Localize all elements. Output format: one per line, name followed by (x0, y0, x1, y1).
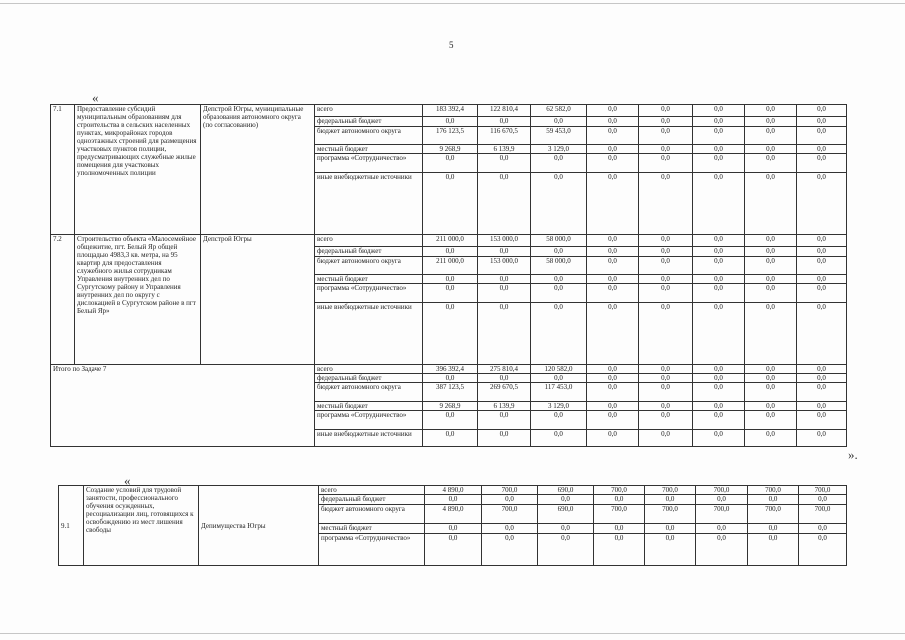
amount-cell: 0,0 (797, 275, 847, 284)
amount-cell: 9 268,9 (423, 402, 478, 411)
funding-source-label: федеральный бюджет (315, 247, 423, 257)
amount-cell: 0,0 (745, 117, 797, 127)
amount-cell: 0,0 (693, 383, 745, 402)
amount-cell: 0,0 (639, 365, 693, 374)
funding-source-label: федеральный бюджет (315, 374, 423, 383)
amount-cell: 700,0 (594, 486, 645, 495)
amount-cell: 0,0 (478, 374, 531, 383)
funding-source-label: бюджет автономного округа (315, 383, 423, 402)
amount-cell: 0,0 (693, 411, 745, 430)
amount-cell: 0,0 (639, 374, 693, 383)
amount-cell: 211 000,0 (423, 257, 478, 275)
amount-cell: 176 123,5 (423, 127, 478, 145)
amount-cell: 0,0 (745, 127, 797, 145)
amount-cell: 0,0 (478, 154, 531, 173)
amount-cell: 0,0 (587, 275, 639, 284)
amount-cell: 0,0 (797, 127, 847, 145)
amount-cell: 0,0 (639, 257, 693, 275)
amount-cell: 0,0 (587, 247, 639, 257)
amount-cell: 0,0 (797, 411, 847, 430)
amount-cell: 0,0 (696, 495, 748, 505)
amount-cell: 0,0 (594, 524, 645, 534)
amount-cell: 0,0 (587, 303, 639, 365)
amount-cell: 700,0 (748, 505, 799, 524)
amount-cell: 0,0 (645, 524, 696, 534)
amount-cell: 0,0 (478, 411, 531, 430)
item-number: 7.2 (51, 235, 75, 365)
amount-cell: 0,0 (423, 411, 478, 430)
funding-table-task-7-body (51, 105, 847, 447)
amount-cell: 0,0 (745, 247, 797, 257)
funding-source-label: федеральный бюджет (315, 117, 423, 127)
amount-cell: 0,0 (587, 430, 639, 447)
amount-cell: 0,0 (639, 402, 693, 411)
amount-cell: 0,0 (693, 127, 745, 145)
amount-cell: 0,0 (693, 303, 745, 365)
amount-cell: 3 129,0 (531, 145, 587, 154)
amount-cell: 0,0 (745, 105, 797, 117)
amount-cell: 0,0 (797, 145, 847, 154)
amount-cell: 0,0 (745, 275, 797, 284)
amount-cell: 0,0 (639, 145, 693, 154)
table-row (59, 486, 847, 495)
amount-cell: 0,0 (478, 173, 531, 235)
amount-cell: 0,0 (745, 173, 797, 235)
amount-cell: 0,0 (587, 402, 639, 411)
amount-cell: 0,0 (797, 374, 847, 383)
opening-quote-2: « (124, 473, 131, 488)
amount-cell: 6 139,9 (478, 402, 531, 411)
amount-cell: 3 129,0 (531, 402, 587, 411)
amount-cell: 0,0 (797, 257, 847, 275)
amount-cell: 0,0 (423, 117, 478, 127)
amount-cell: 0,0 (531, 247, 587, 257)
amount-cell: 0,0 (799, 534, 847, 566)
amount-cell: 0,0 (639, 275, 693, 284)
amount-cell: 0,0 (693, 365, 745, 374)
amount-cell: 700,0 (645, 505, 696, 524)
amount-cell: 0,0 (587, 257, 639, 275)
amount-cell: 62 582,0 (531, 105, 587, 117)
amount-cell: 0,0 (693, 247, 745, 257)
amount-cell: 0,0 (693, 257, 745, 275)
amount-cell: 396 392,4 (423, 365, 478, 374)
amount-cell: 0,0 (587, 374, 639, 383)
amount-cell: 0,0 (587, 117, 639, 127)
amount-cell: 0,0 (425, 534, 482, 566)
amount-cell: 690,0 (538, 486, 594, 495)
amount-cell: 0,0 (745, 303, 797, 365)
amount-cell: 0,0 (693, 374, 745, 383)
amount-cell: 0,0 (423, 154, 478, 173)
amount-cell: 0,0 (797, 303, 847, 365)
amount-cell: 0,0 (748, 495, 799, 505)
table-row (51, 235, 847, 247)
amount-cell: 0,0 (645, 495, 696, 505)
amount-cell: 700,0 (645, 486, 696, 495)
amount-cell: 0,0 (696, 534, 748, 566)
amount-cell: 700,0 (594, 505, 645, 524)
amount-cell: 700,0 (799, 486, 847, 495)
amount-cell: 387 123,5 (423, 383, 478, 402)
amount-cell: 0,0 (799, 524, 847, 534)
funding-source-label: иные внебюджетные источники (315, 303, 423, 365)
amount-cell: 0,0 (531, 303, 587, 365)
amount-cell: 0,0 (425, 495, 482, 505)
amount-cell: 0,0 (478, 275, 531, 284)
amount-cell: 0,0 (482, 524, 538, 534)
amount-cell: 122 810,4 (478, 105, 531, 117)
opening-quote-1: « (92, 90, 99, 105)
amount-cell: 0,0 (745, 284, 797, 303)
amount-cell: 4 890,0 (425, 486, 482, 495)
amount-cell: 0,0 (639, 284, 693, 303)
amount-cell: 0,0 (693, 402, 745, 411)
amount-cell: 0,0 (478, 247, 531, 257)
funding-source-label: всего (315, 105, 423, 117)
amount-cell: 690,0 (538, 505, 594, 524)
amount-cell: 0,0 (587, 127, 639, 145)
amount-cell: 0,0 (748, 534, 799, 566)
amount-cell: 117 453,0 (531, 383, 587, 402)
amount-cell: 0,0 (423, 374, 478, 383)
amount-cell: 0,0 (797, 402, 847, 411)
amount-cell: 0,0 (745, 235, 797, 247)
amount-cell: 4 890,0 (425, 505, 482, 524)
amount-cell: 120 582,0 (531, 365, 587, 374)
amount-cell: 0,0 (531, 374, 587, 383)
table-row (51, 365, 847, 374)
amount-cell: 0,0 (693, 117, 745, 127)
amount-cell: 211 000,0 (423, 235, 478, 247)
amount-cell: 58 000,0 (531, 235, 587, 247)
amount-cell: 0,0 (639, 127, 693, 145)
amount-cell: 0,0 (693, 275, 745, 284)
funding-source-label: иные внебюджетные источники (315, 430, 423, 447)
funding-source-label: программа «Сотрудничество» (319, 534, 425, 566)
amount-cell: 0,0 (482, 495, 538, 505)
amount-cell: 0,0 (423, 173, 478, 235)
funding-source-label: всего (315, 235, 423, 247)
amount-cell: 0,0 (693, 235, 745, 247)
amount-cell: 0,0 (693, 154, 745, 173)
amount-cell: 0,0 (538, 495, 594, 505)
funding-table-task-7 (50, 104, 847, 447)
amount-cell: 0,0 (587, 284, 639, 303)
amount-cell: 0,0 (696, 524, 748, 534)
amount-cell: 700,0 (748, 486, 799, 495)
amount-cell: 0,0 (639, 154, 693, 173)
amount-cell: 700,0 (482, 505, 538, 524)
funding-source-label: местный бюджет (315, 275, 423, 284)
amount-cell: 0,0 (531, 173, 587, 235)
amount-cell: 0,0 (538, 534, 594, 566)
amount-cell: 0,0 (587, 411, 639, 430)
amount-cell: 0,0 (478, 117, 531, 127)
amount-cell: 0,0 (587, 235, 639, 247)
funding-source-label: местный бюджет (315, 402, 423, 411)
amount-cell: 0,0 (587, 145, 639, 154)
item-number: 7.1 (51, 105, 75, 235)
amount-cell: 0,0 (693, 173, 745, 235)
amount-cell: 0,0 (639, 105, 693, 117)
amount-cell: 0,0 (693, 105, 745, 117)
amount-cell: 0,0 (531, 117, 587, 127)
funding-source-label: программа «Сотрудничество» (315, 411, 423, 430)
amount-cell: 0,0 (645, 534, 696, 566)
closing-quote: ». (848, 447, 858, 462)
amount-cell: 0,0 (531, 430, 587, 447)
funding-source-label: иные внебюджетные источники (315, 173, 423, 235)
amount-cell: 0,0 (639, 303, 693, 365)
amount-cell: 9 268,9 (423, 145, 478, 154)
amount-cell: 0,0 (423, 303, 478, 365)
amount-cell: 700,0 (696, 505, 748, 524)
amount-cell: 0,0 (797, 365, 847, 374)
amount-cell: 0,0 (748, 524, 799, 534)
funding-source-label: бюджет автономного округа (315, 257, 423, 275)
page-number: 5 (449, 40, 454, 50)
amount-cell: 0,0 (478, 303, 531, 365)
amount-cell: 0,0 (745, 383, 797, 402)
amount-cell: 0,0 (594, 495, 645, 505)
amount-cell: 153 000,0 (478, 257, 531, 275)
amount-cell: 0,0 (423, 284, 478, 303)
amount-cell: 0,0 (797, 284, 847, 303)
amount-cell: 269 670,5 (478, 383, 531, 402)
item-name: Предоставление субсидий муниципальным образованиям для строительства в сельских населенных пунктах, микрорайонах городов одноэтажных строений для размещения участковых пунктов полиции, предусматривающих служебные жилые помещения для участковых уполномоченных полиции (75, 105, 201, 235)
amount-cell: 0,0 (639, 383, 693, 402)
amount-cell: 0,0 (531, 275, 587, 284)
amount-cell: 0,0 (425, 524, 482, 534)
amount-cell: 0,0 (797, 383, 847, 402)
funding-source-label: программа «Сотрудничество» (315, 154, 423, 173)
amount-cell: 0,0 (531, 411, 587, 430)
item-number: 9.1 (59, 486, 84, 566)
table-row (51, 105, 847, 117)
funding-source-label: бюджет автономного округа (319, 505, 425, 524)
amount-cell: 0,0 (587, 383, 639, 402)
funding-source-label: программа «Сотрудничество» (315, 284, 423, 303)
amount-cell: 6 139,9 (478, 145, 531, 154)
amount-cell: 153 000,0 (478, 235, 531, 247)
amount-cell: 0,0 (639, 430, 693, 447)
amount-cell: 0,0 (797, 154, 847, 173)
amount-cell: 0,0 (797, 247, 847, 257)
amount-cell: 0,0 (745, 374, 797, 383)
amount-cell: 0,0 (531, 154, 587, 173)
amount-cell: 0,0 (639, 117, 693, 127)
amount-cell: 0,0 (797, 117, 847, 127)
funding-source-label: местный бюджет (315, 145, 423, 154)
funding-source-label: всего (319, 486, 425, 495)
amount-cell: 0,0 (799, 495, 847, 505)
amount-cell: 0,0 (478, 430, 531, 447)
funding-source-label: бюджет автономного округа (315, 127, 423, 145)
funding-source-label: федеральный бюджет (319, 495, 425, 505)
amount-cell: 0,0 (639, 411, 693, 430)
amount-cell: 0,0 (745, 411, 797, 430)
item-executor: Депимущества Югры (199, 486, 319, 566)
amount-cell: 59 453,0 (531, 127, 587, 145)
item-executor: Депстрой Югры, муниципальные образования автономного округа (по согласованию) (201, 105, 315, 235)
amount-cell: 0,0 (745, 154, 797, 173)
amount-cell: 0,0 (587, 173, 639, 235)
amount-cell: 0,0 (587, 154, 639, 173)
funding-source-label: местный бюджет (319, 524, 425, 534)
amount-cell: 0,0 (587, 105, 639, 117)
funding-source-label: всего (315, 365, 423, 374)
funding-table-task-9 (58, 485, 847, 566)
amount-cell: 0,0 (693, 284, 745, 303)
amount-cell: 0,0 (423, 247, 478, 257)
amount-cell: 0,0 (745, 365, 797, 374)
amount-cell: 700,0 (482, 486, 538, 495)
amount-cell: 0,0 (423, 275, 478, 284)
item-executor: Депстрой Югры (201, 235, 315, 365)
amount-cell: 0,0 (639, 235, 693, 247)
item-name: Строительство объекта «Малосемейное общежитие, пгт. Белый Яр общей площадью 4983,3 кв. метра, на 95 квартир для предоставления служебного жилья сотрудникам Управления внутренних дел по Сургутскому району и Управления внутренних дел по округу с дислокацией в Сургутском районе в пгт Белый Яр» (75, 235, 201, 365)
item-name: Создание условий для трудовой занятости, профессионального обучения осужденных, ресоциализации лиц, готовящихся к освобождению из мест лишения свободы (84, 486, 199, 566)
amount-cell: 0,0 (693, 145, 745, 154)
amount-cell: 0,0 (639, 247, 693, 257)
amount-cell: 275 810,4 (478, 365, 531, 374)
amount-cell: 0,0 (538, 524, 594, 534)
amount-cell: 0,0 (531, 284, 587, 303)
amount-cell: 0,0 (745, 430, 797, 447)
amount-cell: 58 000,0 (531, 257, 587, 275)
amount-cell: 0,0 (797, 173, 847, 235)
amount-cell: 700,0 (696, 486, 748, 495)
amount-cell: 0,0 (745, 145, 797, 154)
amount-cell: 0,0 (797, 430, 847, 447)
amount-cell: 183 392,4 (423, 105, 478, 117)
amount-cell: 0,0 (594, 534, 645, 566)
amount-cell: 116 670,5 (478, 127, 531, 145)
amount-cell: 0,0 (797, 105, 847, 117)
amount-cell: 0,0 (745, 402, 797, 411)
amount-cell: 0,0 (482, 534, 538, 566)
amount-cell: 0,0 (639, 173, 693, 235)
amount-cell: 0,0 (587, 365, 639, 374)
amount-cell: 0,0 (797, 235, 847, 247)
funding-table-task-9-body (59, 486, 847, 566)
amount-cell: 0,0 (693, 430, 745, 447)
amount-cell: 700,0 (799, 505, 847, 524)
amount-cell: 0,0 (423, 430, 478, 447)
task-total-label: Итого по Задаче 7 (51, 365, 315, 447)
amount-cell: 0,0 (478, 284, 531, 303)
amount-cell: 0,0 (745, 257, 797, 275)
